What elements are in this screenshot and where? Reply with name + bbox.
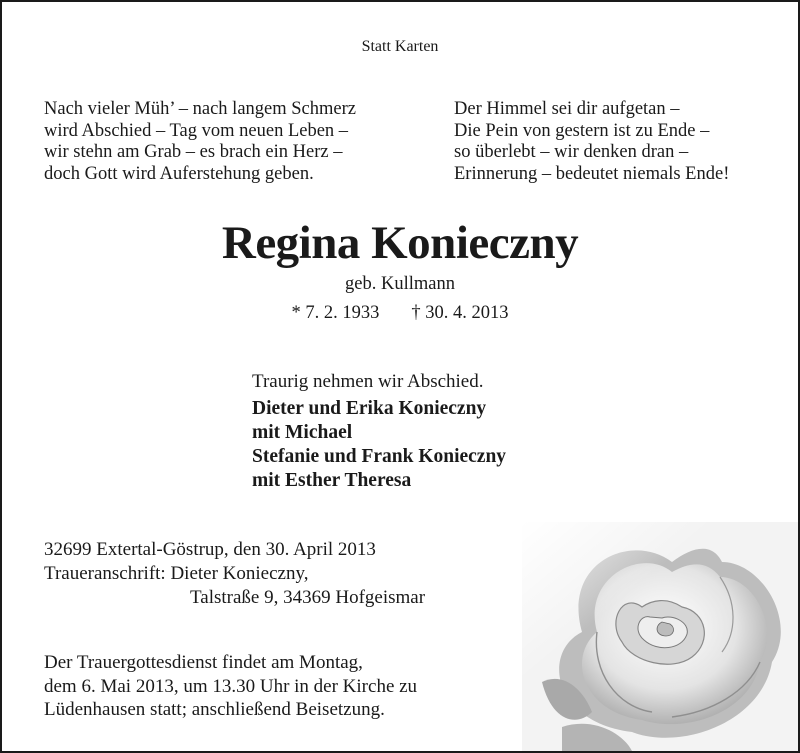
maiden-name: geb. Kullmann	[345, 274, 455, 294]
death-date: † 30. 4. 2013	[411, 303, 509, 323]
verse-left-line: Nach vieler Müh’ – nach langem Schmerz	[44, 99, 356, 119]
mourner-line: Stefanie und Frank Konieczny	[252, 446, 507, 467]
verse-right-line: Erinnerung – bedeutet niemals Ende!	[454, 163, 730, 184]
mourners-list	[252, 397, 506, 493]
place-date: 32699 Extertal-Göstrup, den 30. April 2013	[44, 539, 376, 560]
mourner-line: mit Esther Theresa	[252, 470, 412, 491]
service-line: Der Trauergottesdienst findet am Montag,	[44, 652, 363, 673]
address-line-2: Talstraße 9, 34369 Hofgeismar	[190, 587, 426, 608]
verse-left-line: wir stehn am Grab – es brach ein Herz –	[44, 142, 343, 162]
verse-right-line: Die Pein von gestern ist zu Ende –	[454, 120, 710, 141]
verse-left-line: doch Gott wird Auferstehung geben.	[44, 163, 314, 184]
verse-right-line: so überlebt – wir denken dran –	[454, 142, 689, 162]
service-line: Lüdenhausen statt; anschließend Beisetzung.	[44, 699, 385, 720]
birth-date: * 7. 2. 1933	[291, 303, 380, 323]
mourning-intro: Traurig nehmen wir Abschied.	[252, 371, 484, 392]
verse-right-line: Der Himmel sei dir aufgetan –	[454, 99, 680, 119]
verse-left-line: wird Abschied – Tag vom neuen Leben –	[44, 120, 349, 141]
service-info	[44, 651, 417, 722]
rose-icon	[522, 522, 798, 751]
verse-right	[454, 99, 729, 185]
life-dates	[2, 303, 798, 324]
address-line-1: Traueranschrift: Dieter Konieczny,	[44, 563, 309, 584]
deceased-name: Regina Konieczny	[221, 217, 579, 269]
verse-left	[44, 99, 356, 185]
header-text: Statt Karten	[361, 38, 439, 55]
mourner-line: Dieter und Erika Konieczny	[252, 398, 487, 419]
service-line: dem 6. Mai 2013, um 13.30 Uhr in der Kirche zu	[44, 675, 418, 697]
mourner-line: mit Michael	[252, 422, 353, 443]
